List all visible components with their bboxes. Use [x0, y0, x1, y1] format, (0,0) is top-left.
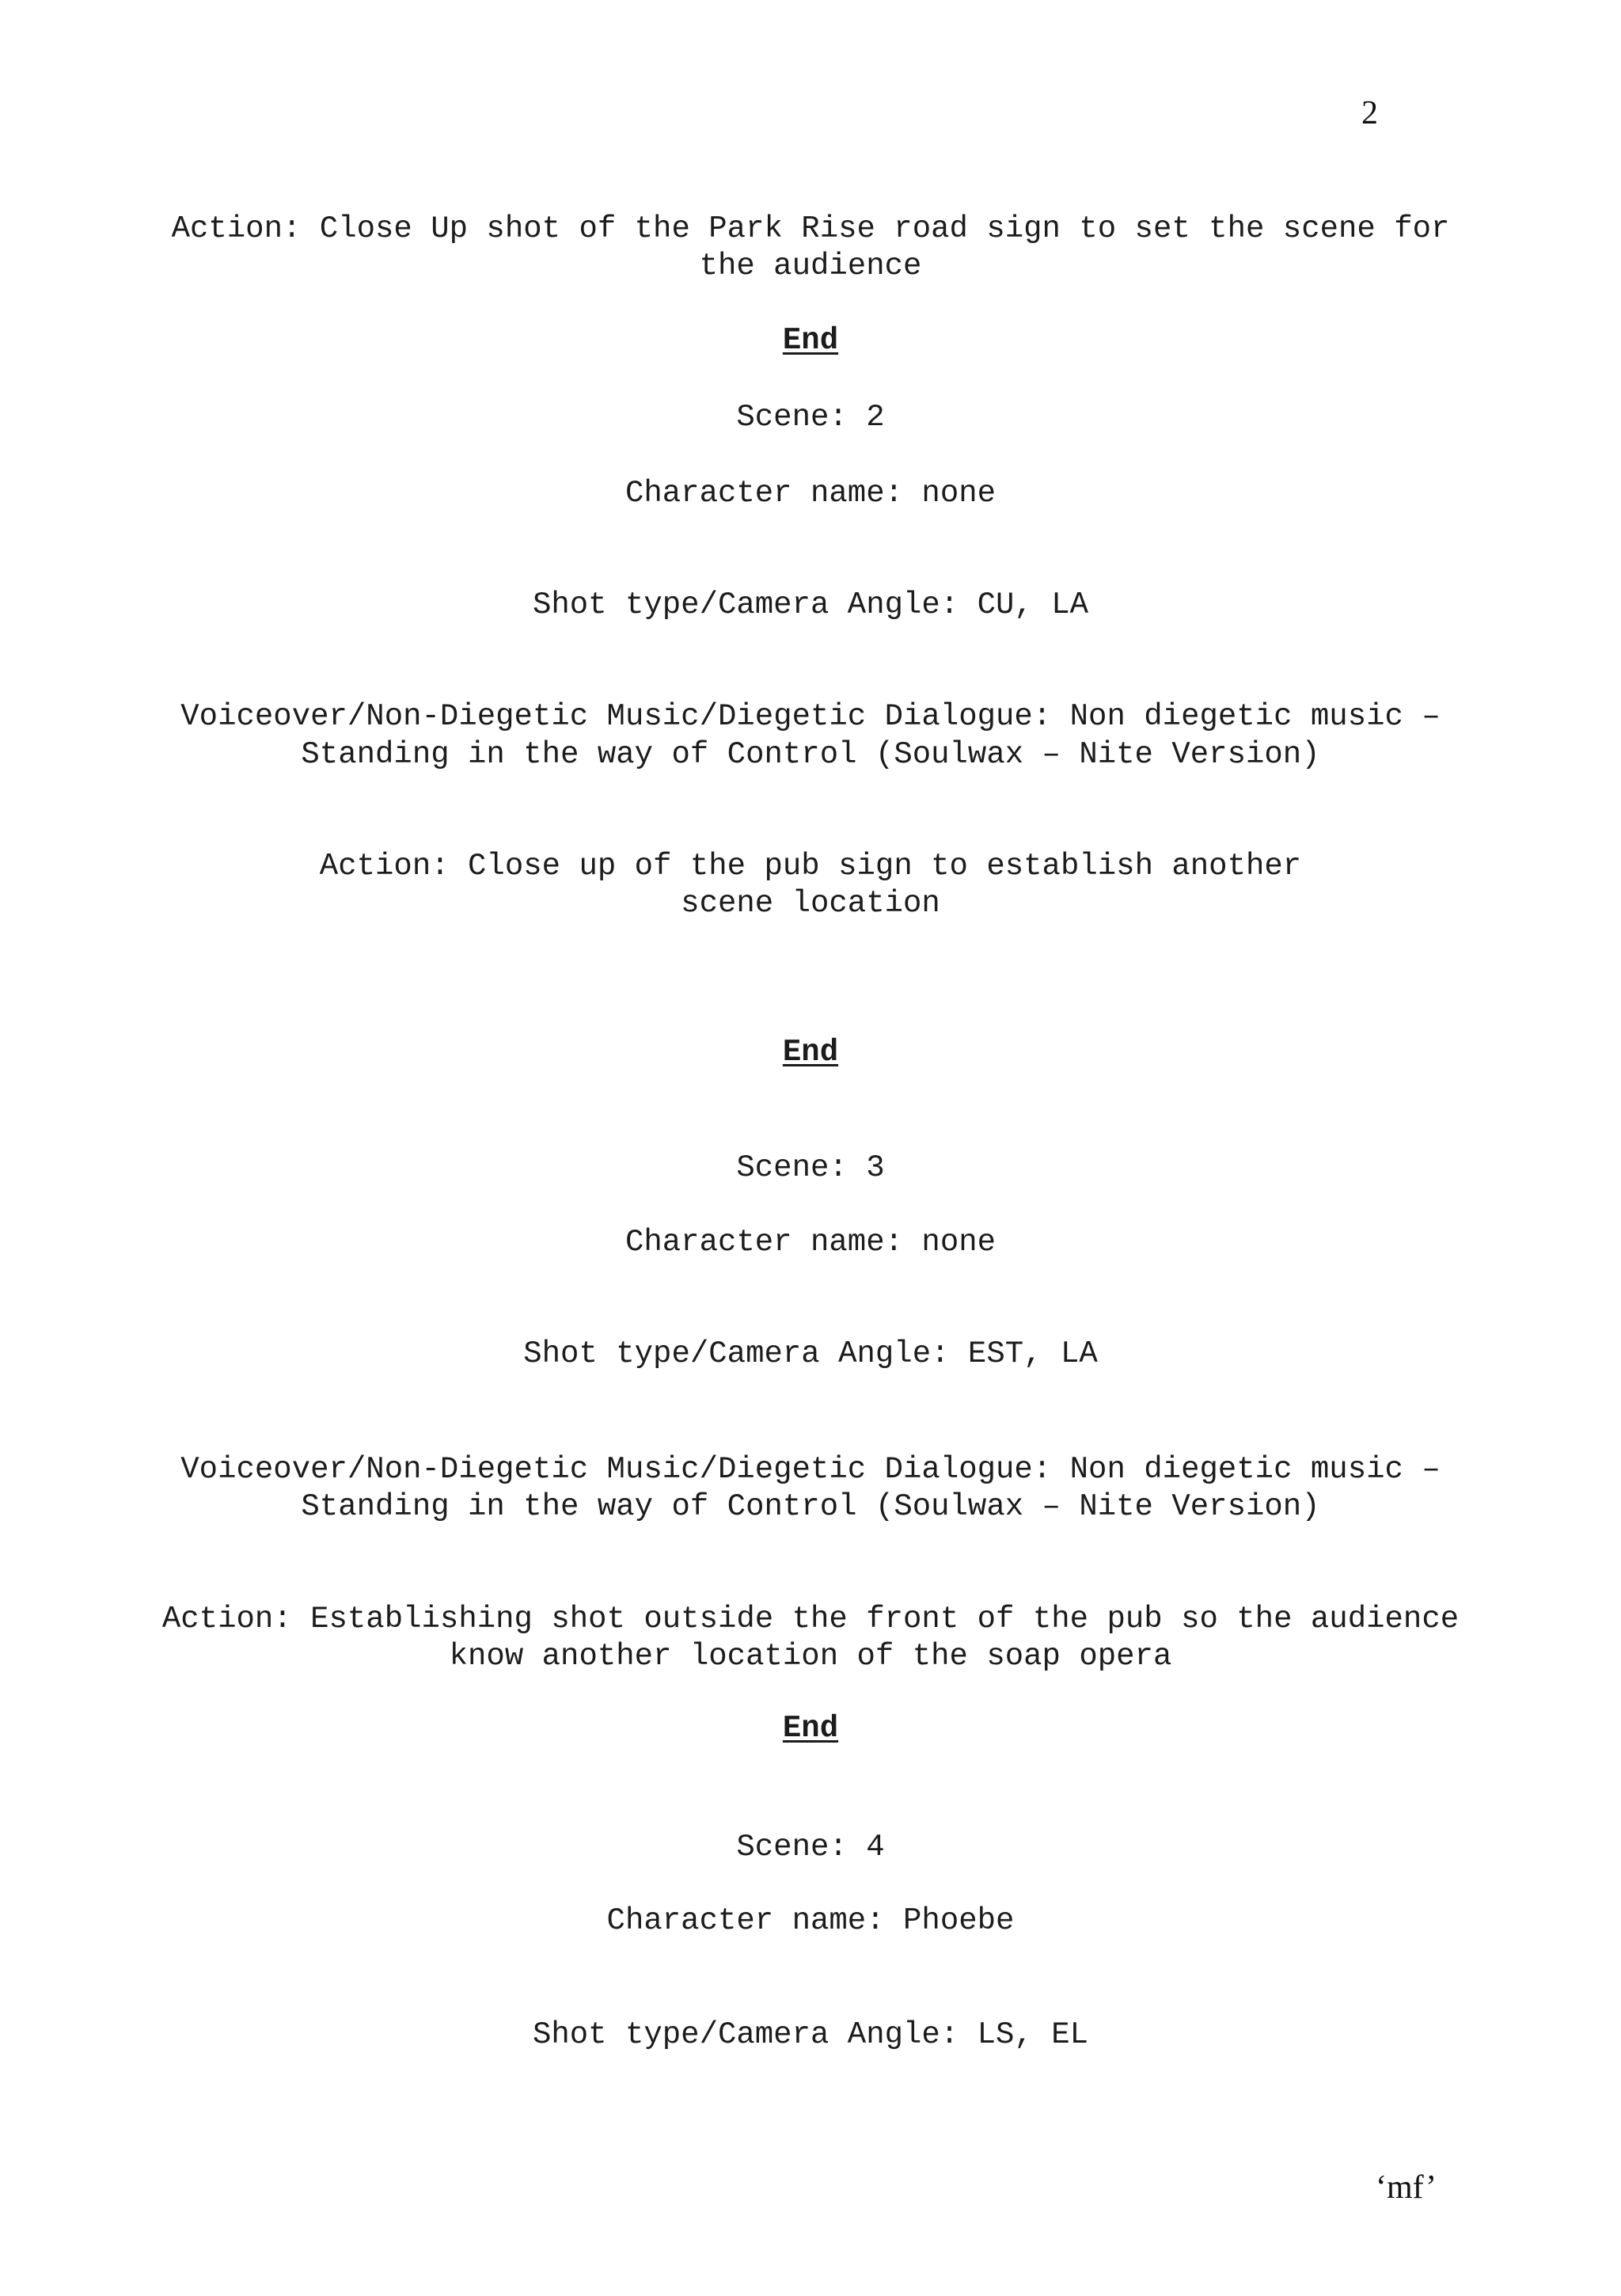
scene2-end: End: [782, 1035, 839, 1070]
scene1-end: End: [782, 323, 839, 358]
scene2-action-line2: scene location: [681, 886, 940, 921]
scene1-action-line2: the audience: [699, 249, 922, 283]
scene3-audio-line2: Standing in the way of Control (Soulwax – Nite Version): [301, 1489, 1320, 1524]
scene1-action-line1: Action: Close Up shot of the Park Rise road sign to set the scene for: [171, 211, 1450, 246]
scene3-audio-line1: Voiceover/Non-Diegetic Music/Diegetic Dialogue: Non diegetic music –: [180, 1452, 1441, 1487]
scene2-shot: Shot type/Camera Angle: CU, LA: [532, 587, 1089, 622]
scene4-character: Character name: Phoebe: [606, 1903, 1015, 1938]
scene2-character: Character name: none: [624, 476, 997, 511]
scene3-shot: Shot type/Camera Angle: EST, LA: [523, 1336, 1098, 1371]
footer-initials: ‘mf’: [1376, 2169, 1437, 2206]
scene3-character: Character name: none: [624, 1225, 997, 1260]
scene2-heading: Scene: 2: [736, 400, 885, 435]
scene2-audio-line1: Voiceover/Non-Diegetic Music/Diegetic Dialogue: Non diegetic music –: [180, 699, 1441, 734]
scene4-shot: Shot type/Camera Angle: LS, EL: [532, 2017, 1089, 2052]
page-number: 2: [1361, 95, 1378, 131]
scene2-audio-line2: Standing in the way of Control (Soulwax – Nite Version): [301, 737, 1320, 772]
scene3-action-line1: Action: Establishing shot outside the front of the pub so the audience: [161, 1602, 1460, 1636]
scene3-heading: Scene: 3: [736, 1150, 885, 1185]
scene4-heading: Scene: 4: [736, 1830, 885, 1865]
scene3-action-line2: know another location of the soap opera: [449, 1639, 1172, 1674]
scene3-end: End: [782, 1711, 839, 1746]
scene2-action-line1: Action: Close up of the pub sign to establish another: [319, 849, 1302, 884]
